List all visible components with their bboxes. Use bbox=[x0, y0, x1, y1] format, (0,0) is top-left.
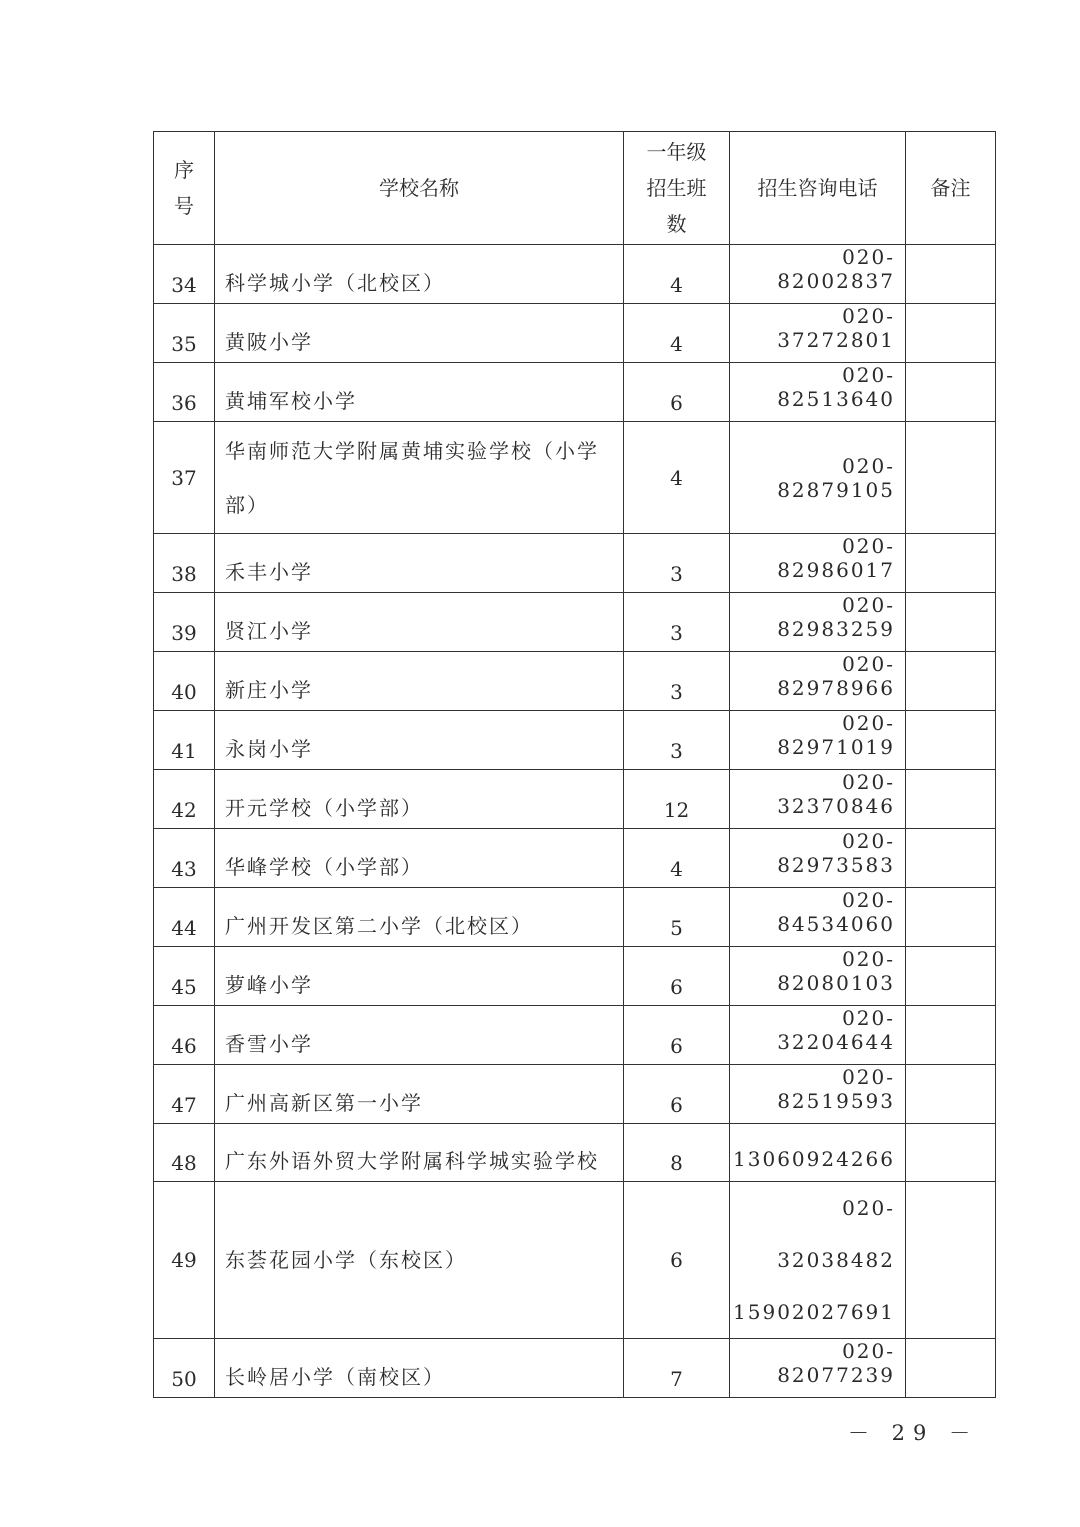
page-number: － 29 － bbox=[848, 1421, 979, 1445]
row-classes: 6 bbox=[624, 947, 730, 1006]
row-note bbox=[906, 829, 996, 888]
row-index: 47 bbox=[154, 1065, 215, 1124]
row-phone: 020-82973583 bbox=[730, 829, 906, 888]
row-note bbox=[906, 245, 996, 304]
row-phone: 020-82080103 bbox=[730, 947, 906, 1006]
table-row bbox=[154, 245, 996, 304]
table-row bbox=[154, 1065, 996, 1124]
row-phone: 020-82971019 bbox=[730, 711, 906, 770]
header-classes: 一年级 招生班 数 bbox=[624, 132, 730, 245]
row-phone: 020-37272801 bbox=[730, 304, 906, 363]
row-phone: 020-32370846 bbox=[730, 770, 906, 829]
row-phone: 020-82986017 bbox=[730, 534, 906, 593]
row-classes: 4 bbox=[624, 829, 730, 888]
row-phone-secondary: 15902027691 bbox=[733, 1300, 895, 1324]
row-phone bbox=[730, 1182, 906, 1339]
row-phone: 020-32204644 bbox=[730, 1006, 906, 1065]
row-phone-primary: 020-32038482 bbox=[777, 1196, 895, 1272]
table-row bbox=[154, 1006, 996, 1065]
row-index: 41 bbox=[154, 711, 215, 770]
row-index: 38 bbox=[154, 534, 215, 593]
row-school-name: 华南师范大学附属黄埔实验学校（小学部） bbox=[215, 422, 624, 534]
header-phone: 招生咨询电话 bbox=[730, 132, 906, 245]
row-index: 42 bbox=[154, 770, 215, 829]
row-note bbox=[906, 422, 996, 534]
table-row bbox=[154, 1182, 996, 1339]
row-note bbox=[906, 363, 996, 422]
row-school-name: 华峰学校（小学部） bbox=[215, 829, 624, 888]
row-school-name: 长岭居小学（南校区） bbox=[215, 1339, 624, 1398]
row-classes: 6 bbox=[624, 363, 730, 422]
row-index: 34 bbox=[154, 245, 215, 304]
row-index: 44 bbox=[154, 888, 215, 947]
row-note bbox=[906, 1182, 996, 1339]
school-enrollment-table bbox=[153, 131, 996, 1398]
row-index: 48 bbox=[154, 1124, 215, 1182]
row-note bbox=[906, 711, 996, 770]
row-classes: 3 bbox=[624, 534, 730, 593]
table-row bbox=[154, 829, 996, 888]
row-phone: 13060924266 bbox=[730, 1124, 906, 1182]
row-phone: 020-82983259 bbox=[730, 593, 906, 652]
table-row bbox=[154, 770, 996, 829]
row-classes: 6 bbox=[624, 1006, 730, 1065]
row-classes: 4 bbox=[624, 422, 730, 534]
row-phone: 020-82077239 bbox=[730, 1339, 906, 1398]
row-index: 36 bbox=[154, 363, 215, 422]
table-row bbox=[154, 652, 996, 711]
table-row bbox=[154, 304, 996, 363]
row-school-name: 禾丰小学 bbox=[215, 534, 624, 593]
row-classes: 5 bbox=[624, 888, 730, 947]
row-school-name: 科学城小学（北校区） bbox=[215, 245, 624, 304]
row-phone: 020-84534060 bbox=[730, 888, 906, 947]
row-classes: 4 bbox=[624, 245, 730, 304]
row-classes: 4 bbox=[624, 304, 730, 363]
row-note bbox=[906, 1124, 996, 1182]
row-note bbox=[906, 652, 996, 711]
row-index: 46 bbox=[154, 1006, 215, 1065]
row-phone: 020-82978966 bbox=[730, 652, 906, 711]
table-row bbox=[154, 1339, 996, 1398]
row-classes: 6 bbox=[624, 1065, 730, 1124]
row-phone: 020-82513640 bbox=[730, 363, 906, 422]
row-index: 45 bbox=[154, 947, 215, 1006]
row-school-name: 萝峰小学 bbox=[215, 947, 624, 1006]
row-phone: 020-82879105 bbox=[730, 422, 906, 534]
row-school-name: 黄陂小学 bbox=[215, 304, 624, 363]
row-phone: 020-82002837 bbox=[730, 245, 906, 304]
row-phone: 020-82519593 bbox=[730, 1065, 906, 1124]
row-index: 43 bbox=[154, 829, 215, 888]
row-school-name: 香雪小学 bbox=[215, 1006, 624, 1065]
table-row bbox=[154, 1124, 996, 1182]
row-classes: 3 bbox=[624, 711, 730, 770]
row-note bbox=[906, 593, 996, 652]
header-note: 备注 bbox=[906, 132, 996, 245]
table-header-row bbox=[154, 132, 996, 245]
row-note bbox=[906, 1339, 996, 1398]
row-school-name: 新庄小学 bbox=[215, 652, 624, 711]
table-row bbox=[154, 947, 996, 1006]
table-row bbox=[154, 534, 996, 593]
row-note bbox=[906, 947, 996, 1006]
header-school-name: 学校名称 bbox=[215, 132, 624, 245]
row-note bbox=[906, 1006, 996, 1065]
row-note bbox=[906, 534, 996, 593]
row-classes: 3 bbox=[624, 652, 730, 711]
table-row bbox=[154, 711, 996, 770]
row-school-name: 广州开发区第二小学（北校区） bbox=[215, 888, 624, 947]
row-school-name: 广州高新区第一小学 bbox=[215, 1065, 624, 1124]
row-note bbox=[906, 770, 996, 829]
header-index: 序 号 bbox=[154, 132, 215, 245]
table-row bbox=[154, 363, 996, 422]
row-school-name: 永岗小学 bbox=[215, 711, 624, 770]
row-school-name: 开元学校（小学部） bbox=[215, 770, 624, 829]
table-row bbox=[154, 593, 996, 652]
row-school-name: 黄埔军校小学 bbox=[215, 363, 624, 422]
table-row bbox=[154, 888, 996, 947]
row-school-name: 广东外语外贸大学附属科学城实验学校 bbox=[215, 1124, 624, 1182]
row-classes: 12 bbox=[624, 770, 730, 829]
row-index: 49 bbox=[154, 1182, 215, 1339]
row-index: 37 bbox=[154, 422, 215, 534]
row-school-name: 东荟花园小学（东校区） bbox=[215, 1182, 624, 1339]
row-classes: 6 bbox=[624, 1182, 730, 1339]
row-index: 40 bbox=[154, 652, 215, 711]
row-index: 35 bbox=[154, 304, 215, 363]
row-school-name: 贤江小学 bbox=[215, 593, 624, 652]
row-index: 50 bbox=[154, 1339, 215, 1398]
row-index: 39 bbox=[154, 593, 215, 652]
table-row bbox=[154, 422, 996, 534]
row-note bbox=[906, 888, 996, 947]
row-classes: 7 bbox=[624, 1339, 730, 1398]
row-classes: 8 bbox=[624, 1124, 730, 1182]
row-note bbox=[906, 304, 996, 363]
row-classes: 3 bbox=[624, 593, 730, 652]
row-note bbox=[906, 1065, 996, 1124]
